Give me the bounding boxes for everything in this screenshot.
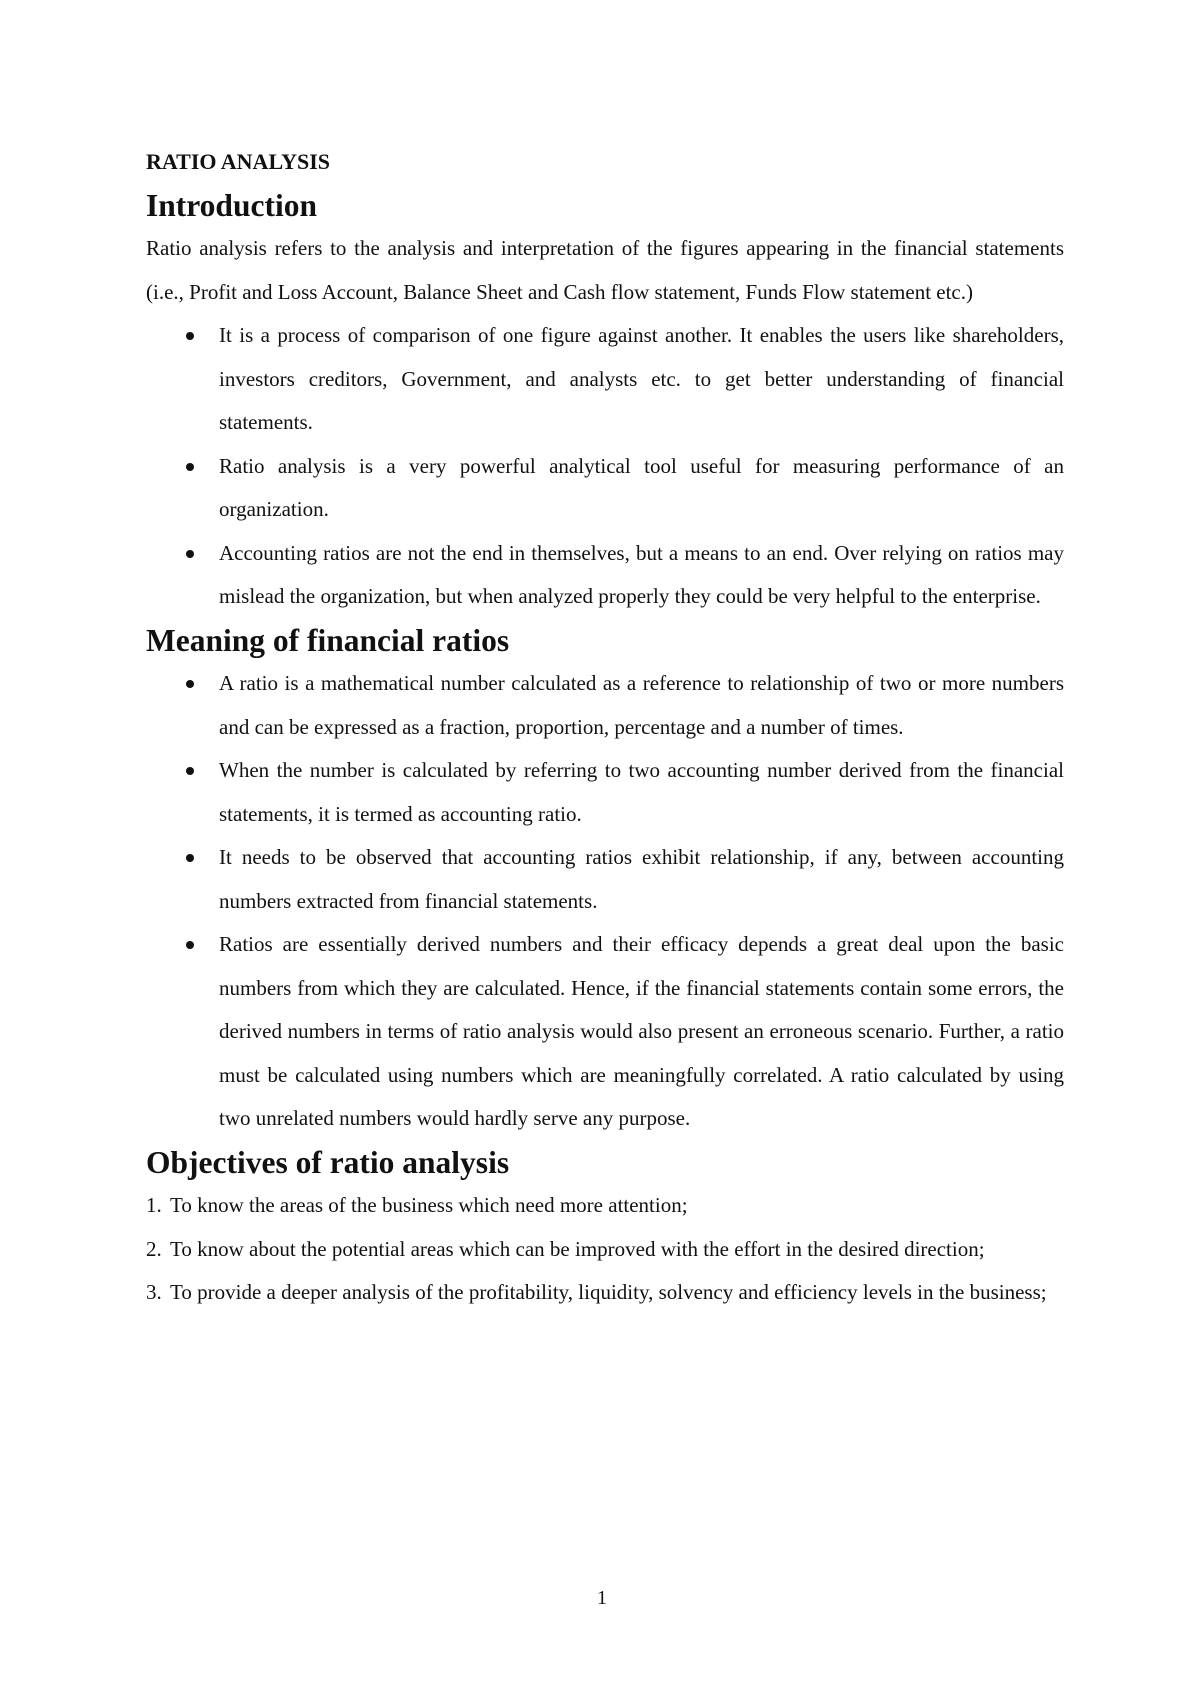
list-item-text: A ratio is a mathematical number calculated as a reference to relationship of two or more numbers and can be expressed as a fraction, proportion, percentage and a number of times. [219, 671, 1064, 739]
list-item-text: It needs to be observed that accounting ratios exhibit relationship, if any, between accounting numbers extracted from financial statements. [219, 845, 1064, 913]
list-item [146, 923, 1064, 1141]
introduction-paragraph: Ratio analysis refers to the analysis and interpretation of the figures appearing in the financial statements (i.e., Profit and Loss Account, Balance Sheet and Cash flow statement, Funds Flow statement etc.) [146, 236, 1064, 304]
document-title: RATIO ANALYSIS [146, 149, 331, 174]
list-item [146, 662, 1064, 749]
page-content [146, 140, 1064, 1315]
list-item-text: It is a process of comparison of one figure against another. It enables the users like shareholders, investors creditors, Government, and analysts etc. to get better understanding of financial statements. [219, 323, 1064, 434]
list-item [146, 749, 1064, 836]
section-heading-meaning: Meaning of financial ratios [146, 622, 510, 658]
bullet-icon [186, 550, 194, 558]
bullet-icon [186, 767, 194, 775]
meaning-bullet-list [146, 662, 1064, 1141]
bullet-icon [186, 941, 194, 949]
section-heading-objectives: Objectives of ratio analysis [146, 1144, 510, 1180]
section-heading-introduction: Introduction [146, 187, 317, 223]
list-item [146, 1228, 1064, 1272]
list-item-number: 1. [146, 1193, 162, 1217]
bullet-icon [186, 854, 194, 862]
introduction-bullet-list [146, 314, 1064, 619]
objectives-numbered-list [146, 1184, 1064, 1315]
bullet-icon [186, 463, 194, 471]
bullet-icon [186, 680, 194, 688]
list-item-text: Ratio analysis is a very powerful analytical tool useful for measuring performance of an organization. [219, 453, 1064, 521]
list-item [146, 1184, 1064, 1228]
list-item-text: Ratios are essentially derived numbers and their efficacy depends a great deal upon the basic numbers from which they are calculated. Hence, if the financial statements contain some errors, the derived numbers in terms of ratio analysis would also present an erroneous scenario. Further, a ratio must be calculated using numbers which are meaningfully correlated. A ratio calculated by using two unrelated numbers would hardly serve any purpose. [219, 932, 1064, 1130]
list-item-number: 2. [146, 1236, 162, 1261]
list-item-text: To provide a deeper analysis of the profitability, liquidity, solvency and efficiency levels in the business; [170, 1280, 1047, 1304]
list-item-text: To know about the potential areas which can be improved with the effort in the desired direction; [170, 1236, 985, 1261]
list-item [146, 445, 1064, 532]
list-item-number: 3. [146, 1280, 162, 1304]
page-number: 1 [597, 1587, 607, 1609]
list-item-text: To know the areas of the business which need more attention; [170, 1193, 688, 1217]
list-item [146, 314, 1064, 445]
list-item-text: When the number is calculated by referring to two accounting number derived from the financial statements, it is termed as accounting ratio. [219, 758, 1064, 826]
bullet-icon [186, 332, 194, 340]
list-item [146, 1271, 1064, 1315]
list-item [146, 532, 1064, 619]
list-item-text: Accounting ratios are not the end in themselves, but a means to an end. Over relying on ratios may mislead the organization, but when analyzed properly they could be very helpful to the enterprise. [219, 540, 1064, 608]
list-item [146, 836, 1064, 923]
